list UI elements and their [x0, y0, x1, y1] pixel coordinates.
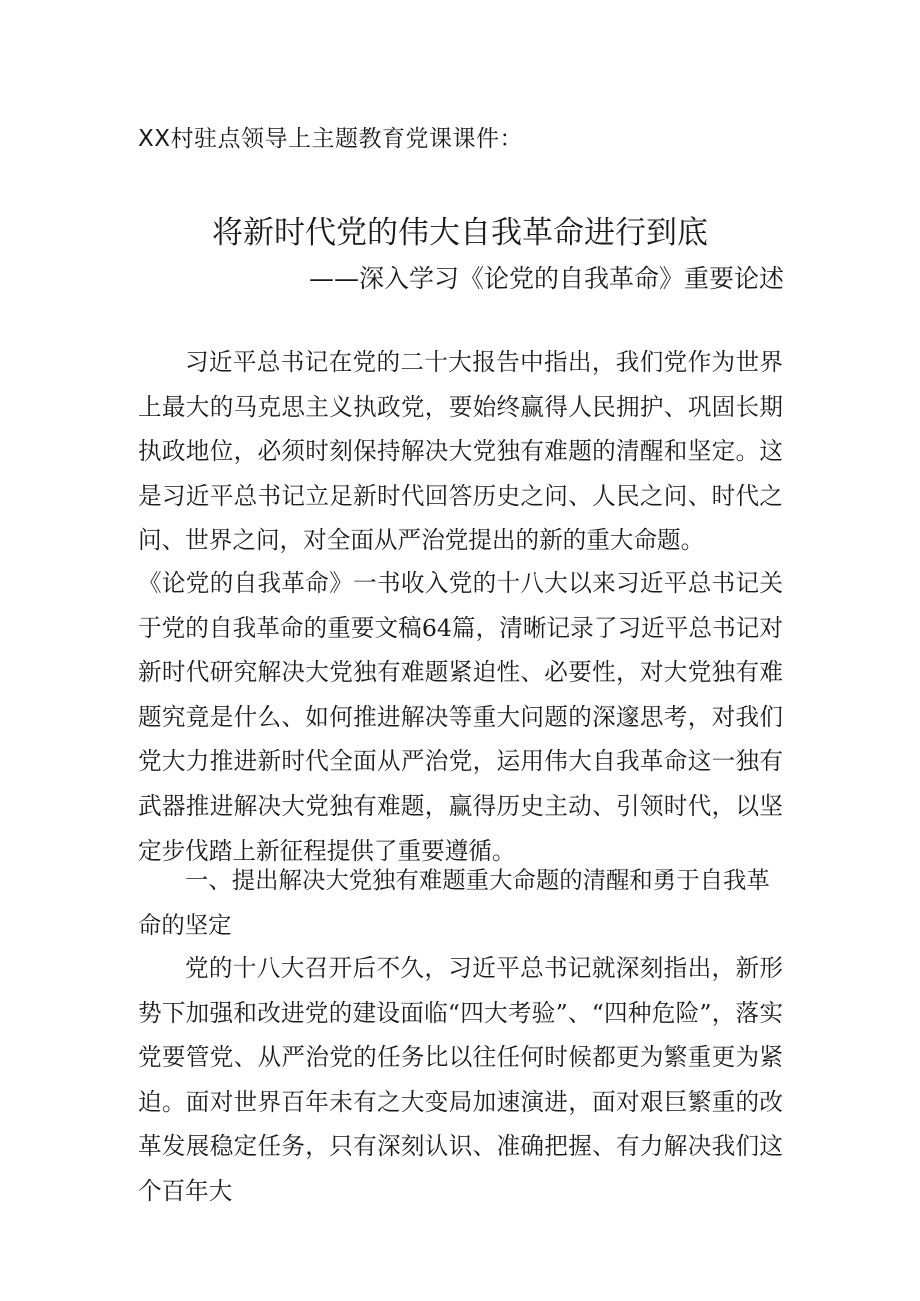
- section-heading-1: 一、提出解决大党独有难题重大命题的清醒和勇于自我革命的坚定: [138, 866, 770, 939]
- section-1-paragraph: 党的十八大召开后不久，习近平总书记就深刻指出，新形势下加强和改进党的建设面临“四大考验”、“四种危险”，落实党要管党、从严治党的任务比以往任何时候都更为繁重更为紧迫。面对世界百年未有之大变局加速演进，面对艰巨繁重的改革发展稳定任务，只有深刻认识、准确把握、有力解决我们这个百年大: [138, 954, 783, 1205]
- body-paragraph-2: 《论党的自我革命》一书收入党的十八大以来习近平总书记关于党的自我革命的重要文稿64篇，清晰记录了习近平总书记对新时代研究解决大党独有难题紧迫性、必要性，对大党独有难题究竟是什么、如何推进解决等重大问题的深邃思考，对我们党大力推进新时代全面从严治党，运用伟大自我革命这一独有武器推进解决大党独有难题，赢得历史主动、引领时代，以坚定步伐踏上新征程提供了重要遵循。: [138, 569, 783, 865]
- body-paragraph-1: 习近平总书记在党的二十大报告中指出，我们党作为世界上最大的马克思主义执政党，要始终赢得人民拥护、巩固长期执政地位，必须时刻保持解决大党独有难题的清醒和坚定。这是习近平总书记立足新时代回答历史之问、人民之问、时代之问、世界之问，对全面从严治党提出的新的重大命题。: [138, 348, 783, 555]
- document-header: XX村驻点领导上主题教育党课课件：: [138, 126, 524, 152]
- document-subtitle: ——深入学习《论党的自我革命》重要论述: [308, 264, 784, 293]
- document-title: 将新时代党的伟大自我革命进行到底: [212, 215, 708, 251]
